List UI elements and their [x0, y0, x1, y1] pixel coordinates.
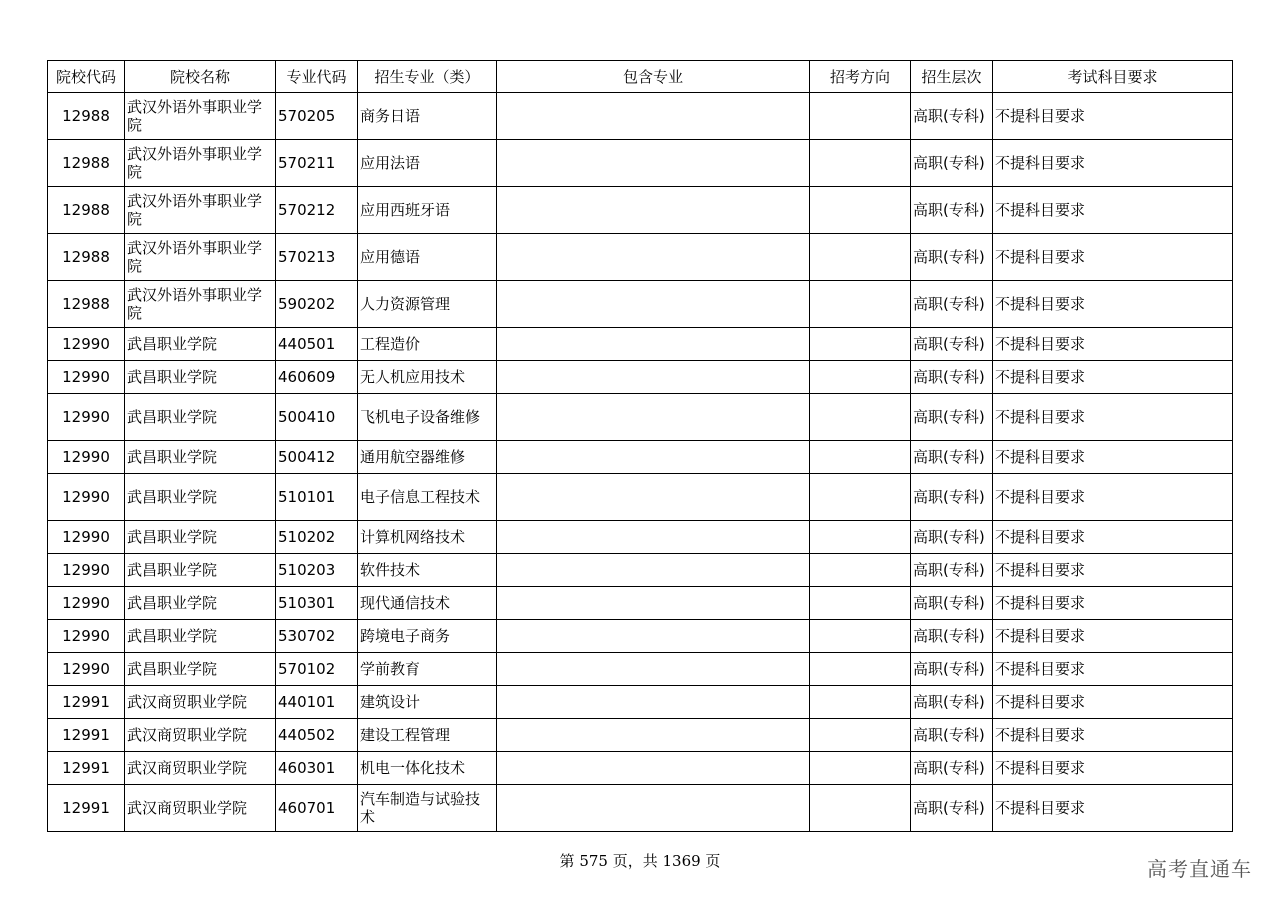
major-name-cell: 无人机应用技术 — [358, 361, 497, 394]
direction-cell — [810, 653, 911, 686]
included-majors-cell — [497, 587, 810, 620]
school-name-cell: 武昌职业学院 — [125, 587, 276, 620]
direction-cell — [810, 361, 911, 394]
school-code-cell: 12988 — [48, 140, 125, 187]
level-cell: 高职(专科) — [911, 394, 993, 441]
direction-cell — [810, 554, 911, 587]
included-majors-cell — [497, 686, 810, 719]
direction-cell — [810, 752, 911, 785]
direction-cell — [810, 785, 911, 832]
school-code-cell: 12990 — [48, 441, 125, 474]
major-code-cell: 510202 — [276, 521, 358, 554]
level-cell: 高职(专科) — [911, 93, 993, 140]
level-cell: 高职(专科) — [911, 686, 993, 719]
requirement-cell: 不提科目要求 — [993, 328, 1233, 361]
header-requirement: 考试科目要求 — [993, 61, 1233, 93]
requirement-cell: 不提科目要求 — [993, 281, 1233, 328]
school-name-cell: 武昌职业学院 — [125, 394, 276, 441]
level-cell: 高职(专科) — [911, 474, 993, 521]
level-cell: 高职(专科) — [911, 328, 993, 361]
major-code-cell: 460701 — [276, 785, 358, 832]
major-code-cell: 570205 — [276, 93, 358, 140]
school-name-cell: 武汉外语外事职业学院 — [125, 140, 276, 187]
table-header-row — [48, 61, 1233, 93]
major-name-cell: 建设工程管理 — [358, 719, 497, 752]
header-level: 招生层次 — [911, 61, 993, 93]
included-majors-cell — [497, 281, 810, 328]
direction-cell — [810, 686, 911, 719]
school-code-cell: 12990 — [48, 394, 125, 441]
major-name-cell: 商务日语 — [358, 93, 497, 140]
table-row — [48, 752, 1233, 785]
school-name-cell: 武汉外语外事职业学院 — [125, 281, 276, 328]
major-code-cell: 500410 — [276, 394, 358, 441]
major-code-cell: 570102 — [276, 653, 358, 686]
direction-cell — [810, 474, 911, 521]
header-major-code: 专业代码 — [276, 61, 358, 93]
school-code-cell: 12988 — [48, 281, 125, 328]
direction-cell — [810, 93, 911, 140]
school-code-cell: 12988 — [48, 93, 125, 140]
level-cell: 高职(专科) — [911, 587, 993, 620]
school-name-cell: 武昌职业学院 — [125, 361, 276, 394]
included-majors-cell — [497, 187, 810, 234]
major-name-cell: 软件技术 — [358, 554, 497, 587]
major-name-cell: 计算机网络技术 — [358, 521, 497, 554]
school-code-cell: 12988 — [48, 187, 125, 234]
school-name-cell: 武昌职业学院 — [125, 474, 276, 521]
major-name-cell: 汽车制造与试验技术 — [358, 785, 497, 832]
school-code-cell: 12991 — [48, 752, 125, 785]
table-row — [48, 719, 1233, 752]
level-cell: 高职(专科) — [911, 234, 993, 281]
watermark: 高考直通车 — [1147, 857, 1252, 881]
requirement-cell: 不提科目要求 — [993, 234, 1233, 281]
major-code-cell: 440101 — [276, 686, 358, 719]
page-number: 第 575 页，共 1369 页 — [559, 852, 721, 870]
table-row — [48, 328, 1233, 361]
included-majors-cell — [497, 653, 810, 686]
level-cell: 高职(专科) — [911, 554, 993, 587]
table-body — [48, 93, 1233, 832]
included-majors-cell — [497, 521, 810, 554]
major-code-cell: 570212 — [276, 187, 358, 234]
requirement-cell: 不提科目要求 — [993, 361, 1233, 394]
table-row — [48, 234, 1233, 281]
table-row — [48, 653, 1233, 686]
school-name-cell: 武汉商贸职业学院 — [125, 785, 276, 832]
included-majors-cell — [497, 785, 810, 832]
requirement-cell: 不提科目要求 — [993, 719, 1233, 752]
direction-cell — [810, 234, 911, 281]
school-code-cell: 12990 — [48, 554, 125, 587]
school-code-cell: 12990 — [48, 328, 125, 361]
direction-cell — [810, 281, 911, 328]
requirement-cell: 不提科目要求 — [993, 394, 1233, 441]
school-name-cell: 武汉外语外事职业学院 — [125, 187, 276, 234]
direction-cell — [810, 328, 911, 361]
direction-cell — [810, 587, 911, 620]
school-name-cell: 武昌职业学院 — [125, 653, 276, 686]
table-row — [48, 474, 1233, 521]
direction-cell — [810, 719, 911, 752]
major-code-cell: 510203 — [276, 554, 358, 587]
school-name-cell: 武汉商贸职业学院 — [125, 686, 276, 719]
school-name-cell: 武昌职业学院 — [125, 441, 276, 474]
school-name-cell: 武昌职业学院 — [125, 620, 276, 653]
school-name-cell: 武汉外语外事职业学院 — [125, 234, 276, 281]
included-majors-cell — [497, 140, 810, 187]
header-school-code: 院校代码 — [48, 61, 125, 93]
included-majors-cell — [497, 719, 810, 752]
requirement-cell: 不提科目要求 — [993, 785, 1233, 832]
major-name-cell: 工程造价 — [358, 328, 497, 361]
table-row — [48, 785, 1233, 832]
table-row — [48, 686, 1233, 719]
level-cell: 高职(专科) — [911, 752, 993, 785]
major-name-cell: 飞机电子设备维修 — [358, 394, 497, 441]
direction-cell — [810, 394, 911, 441]
school-name-cell: 武汉商贸职业学院 — [125, 752, 276, 785]
table-row — [48, 441, 1233, 474]
school-name-cell: 武汉商贸职业学院 — [125, 719, 276, 752]
school-name-cell: 武昌职业学院 — [125, 554, 276, 587]
table-row — [48, 620, 1233, 653]
major-name-cell: 机电一体化技术 — [358, 752, 497, 785]
major-code-cell: 440501 — [276, 328, 358, 361]
table-row — [48, 587, 1233, 620]
header-direction: 招考方向 — [810, 61, 911, 93]
requirement-cell: 不提科目要求 — [993, 686, 1233, 719]
direction-cell — [810, 140, 911, 187]
school-code-cell: 12991 — [48, 719, 125, 752]
requirement-cell: 不提科目要求 — [993, 752, 1233, 785]
level-cell: 高职(专科) — [911, 785, 993, 832]
level-cell: 高职(专科) — [911, 719, 993, 752]
school-code-cell: 12990 — [48, 653, 125, 686]
included-majors-cell — [497, 394, 810, 441]
school-name-cell: 武昌职业学院 — [125, 328, 276, 361]
requirement-cell: 不提科目要求 — [993, 587, 1233, 620]
table-row — [48, 521, 1233, 554]
major-name-cell: 通用航空器维修 — [358, 441, 497, 474]
school-code-cell: 12990 — [48, 361, 125, 394]
major-code-cell: 530702 — [276, 620, 358, 653]
included-majors-cell — [497, 328, 810, 361]
requirement-cell: 不提科目要求 — [993, 441, 1233, 474]
requirement-cell: 不提科目要求 — [993, 93, 1233, 140]
major-name-cell: 电子信息工程技术 — [358, 474, 497, 521]
direction-cell — [810, 187, 911, 234]
major-code-cell: 570211 — [276, 140, 358, 187]
major-name-cell: 人力资源管理 — [358, 281, 497, 328]
school-name-cell: 武昌职业学院 — [125, 521, 276, 554]
table-row — [48, 187, 1233, 234]
school-code-cell: 12991 — [48, 686, 125, 719]
level-cell: 高职(专科) — [911, 281, 993, 328]
school-code-cell: 12990 — [48, 474, 125, 521]
table-row — [48, 394, 1233, 441]
major-code-cell: 510301 — [276, 587, 358, 620]
included-majors-cell — [497, 441, 810, 474]
level-cell: 高职(专科) — [911, 140, 993, 187]
major-code-cell: 500412 — [276, 441, 358, 474]
level-cell: 高职(专科) — [911, 653, 993, 686]
school-code-cell: 12991 — [48, 785, 125, 832]
included-majors-cell — [497, 620, 810, 653]
school-code-cell: 12990 — [48, 521, 125, 554]
included-majors-cell — [497, 361, 810, 394]
major-name-cell: 跨境电子商务 — [358, 620, 497, 653]
major-code-cell: 590202 — [276, 281, 358, 328]
major-name-cell: 学前教育 — [358, 653, 497, 686]
table-row — [48, 281, 1233, 328]
level-cell: 高职(专科) — [911, 361, 993, 394]
major-code-cell: 510101 — [276, 474, 358, 521]
table-row — [48, 361, 1233, 394]
direction-cell — [810, 620, 911, 653]
included-majors-cell — [497, 93, 810, 140]
major-code-cell: 460609 — [276, 361, 358, 394]
major-name-cell: 建筑设计 — [358, 686, 497, 719]
level-cell: 高职(专科) — [911, 620, 993, 653]
school-code-cell: 12990 — [48, 620, 125, 653]
school-code-cell: 12990 — [48, 587, 125, 620]
major-name-cell: 应用西班牙语 — [358, 187, 497, 234]
major-name-cell: 应用德语 — [358, 234, 497, 281]
direction-cell — [810, 521, 911, 554]
requirement-cell: 不提科目要求 — [993, 140, 1233, 187]
header-major: 招生专业（类） — [358, 61, 497, 93]
level-cell: 高职(专科) — [911, 441, 993, 474]
header-included-majors: 包含专业 — [497, 61, 810, 93]
requirement-cell: 不提科目要求 — [993, 187, 1233, 234]
school-name-cell: 武汉外语外事职业学院 — [125, 93, 276, 140]
requirement-cell: 不提科目要求 — [993, 620, 1233, 653]
requirement-cell: 不提科目要求 — [993, 474, 1233, 521]
requirement-cell: 不提科目要求 — [993, 554, 1233, 587]
requirement-cell: 不提科目要求 — [993, 521, 1233, 554]
enrollment-table — [47, 60, 1233, 832]
major-code-cell: 570213 — [276, 234, 358, 281]
requirement-cell: 不提科目要求 — [993, 653, 1233, 686]
level-cell: 高职(专科) — [911, 187, 993, 234]
included-majors-cell — [497, 474, 810, 521]
included-majors-cell — [497, 234, 810, 281]
table-row — [48, 554, 1233, 587]
included-majors-cell — [497, 752, 810, 785]
major-code-cell: 460301 — [276, 752, 358, 785]
included-majors-cell — [497, 554, 810, 587]
major-name-cell: 应用法语 — [358, 140, 497, 187]
school-code-cell: 12988 — [48, 234, 125, 281]
table-row — [48, 93, 1233, 140]
level-cell: 高职(专科) — [911, 521, 993, 554]
major-code-cell: 440502 — [276, 719, 358, 752]
header-school-name: 院校名称 — [125, 61, 276, 93]
direction-cell — [810, 441, 911, 474]
table-row — [48, 140, 1233, 187]
major-name-cell: 现代通信技术 — [358, 587, 497, 620]
